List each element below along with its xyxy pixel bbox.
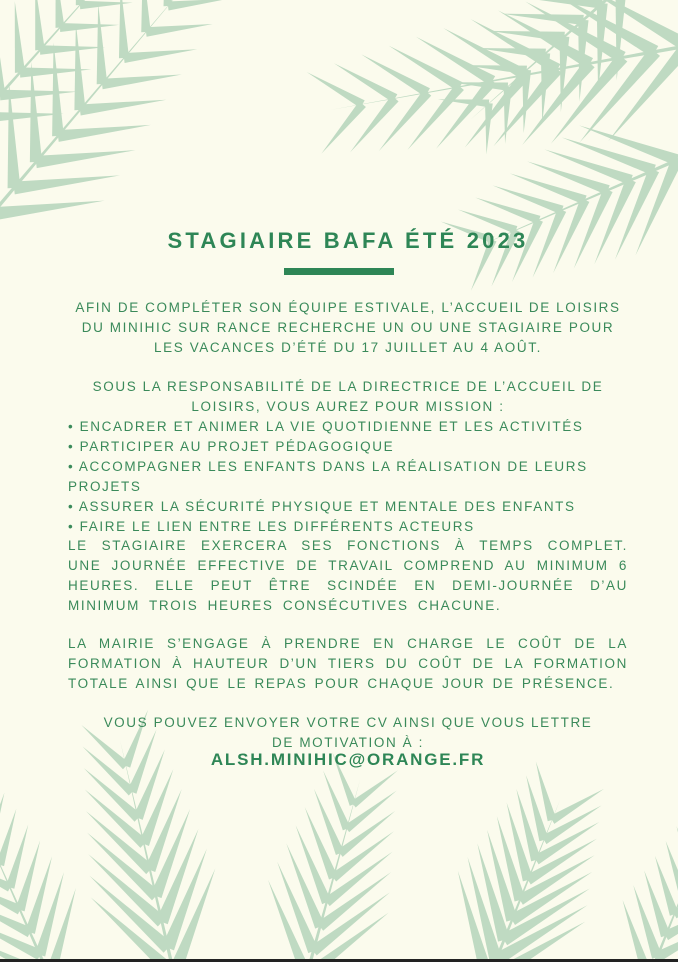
mission-list <box>68 417 628 537</box>
list-item: • PARTICIPER AU PROJET PÉDAGOGIQUE <box>68 439 395 454</box>
list-item: • ACCOMPAGNER LES ENFANTS DANS LA RÉALISATION DE LEURS PROJETS <box>68 459 588 494</box>
contact-email[interactable]: ALSH.MINIHIC@ORANGE.FR <box>210 750 486 769</box>
list-item: • FAIRE LE LIEN ENTRE LES DIFFÉRENTS ACTEURS <box>68 519 475 534</box>
funding-paragraph: LA MAIRIE S’ENGAGE À PRENDRE EN CHARGE LE COÛT DE LA FORMATION À HAUTEUR D’UN TIERS DU COÛT DE LA FORMATION TOTALE AINSI QUE LE REPAS POUR CHAQUE JOUR DE PRÉSENCE. <box>68 636 628 691</box>
list-item: • ASSURER LA SÉCURITÉ PHYSIQUE ET MENTALE DES ENFANTS <box>68 499 576 514</box>
page-title: STAGIAIRE BAFA ÉTÉ 2023 <box>167 228 529 253</box>
schedule-paragraph: LE STAGIAIRE EXERCERA SES FONCTIONS À TEMPS COMPLET. UNE JOURNÉE EFFECTIVE DE TRAVAIL COMPREND AU MINIMUM 6 HEURES. ELLE PEUT ÊTRE SCINDÉE EN DEMI-JOURNÉE D’AU MINIMUM TROIS HEURES CONSÉCUTIVES CHACUNE. <box>68 538 628 613</box>
mission-section <box>68 377 628 537</box>
contact-text: VOUS POUVEZ ENVOYER VOTRE CV AINSI QUE VOUS LETTRE DE MOTIVATION À : <box>103 715 593 750</box>
mission-intro: SOUS LA RESPONSABILITÉ DE LA DIRECTRICE DE L’ACCUEIL DE LOISIRS, VOUS AUREZ POUR MISSION : <box>92 379 604 414</box>
list-item: • ENCADRER ET ANIMER LA VIE QUOTIDIENNE ET LES ACTIVITÉS <box>68 419 584 434</box>
title-underline <box>284 268 394 275</box>
intro-paragraph: AFIN DE COMPLÉTER SON ÉQUIPE ESTIVALE, L’ACCUEIL DE LOISIRS DU MINIHIC SUR RANCE RECHERCHE UN OU UNE STAGIAIRE POUR LES VACANCES D’ÉTÉ DU 17 JUILLET AU 4 AOÛT. <box>75 300 621 355</box>
